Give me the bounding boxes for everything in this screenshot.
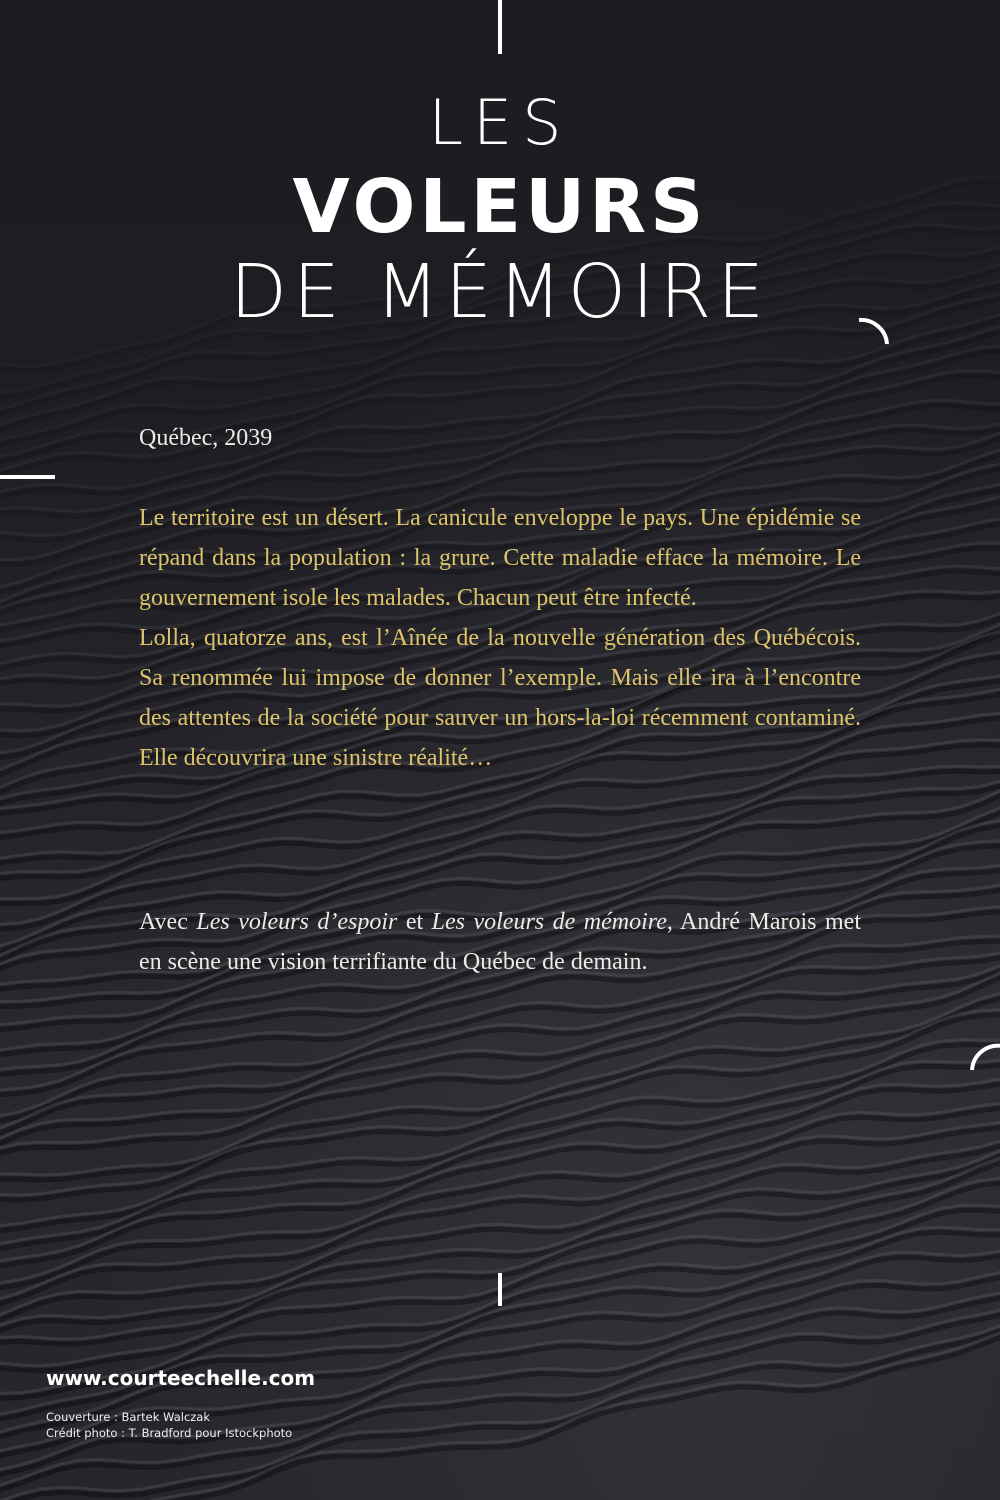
top-tick-mark (498, 0, 502, 54)
synopsis-paragraph-2: Lolla, quatorze ans, est l’Aînée de la nouvelle génération des Québécois. Sa renommée lui impose de donner l’exemple. Mais elle ira à l’encontre des attentes de la société pour sauver un hors-la-loi récemment contaminé. Elle découvrira une sinistre réalité… (139, 625, 861, 771)
photo-credit: Crédit photo : T. Bradford pour Istockphoto (46, 1426, 293, 1440)
corner-arc-right (968, 1040, 1000, 1076)
title-line-de-memoire: DE MÉMOIRE (230, 249, 770, 335)
title-line-les: LES (428, 86, 572, 159)
closing-and: et (397, 909, 432, 935)
closing-prefix: Avec (139, 909, 197, 935)
bottom-tick-mark (498, 1273, 502, 1306)
synopsis-paragraph-1: Le territoire est un désert. La canicule enveloppe le pays. Une épidémie se répand dans la population : la grure. Cette maladie efface la mémoire. Le gouvernement isole les malades. Chacun peut être infecté. (139, 505, 861, 611)
book-title-memoire: Les voleurs de mémoire (431, 909, 667, 935)
title-line-voleurs: VOLEURS (292, 164, 708, 250)
closing-suffix: , André Marois met en scène une vision terrifiante du Québec de demain. (139, 909, 861, 975)
left-tick-mark (0, 475, 55, 479)
closing-paragraph (139, 902, 861, 982)
website-url: www.courteechelle.com (46, 1366, 316, 1390)
synopsis (139, 498, 861, 778)
cover-credit: Couverture : Bartek Walczak (46, 1410, 211, 1424)
place-date: Québec, 2039 (139, 425, 273, 451)
book-title-espoir: Les voleurs d’espoir (196, 909, 398, 935)
